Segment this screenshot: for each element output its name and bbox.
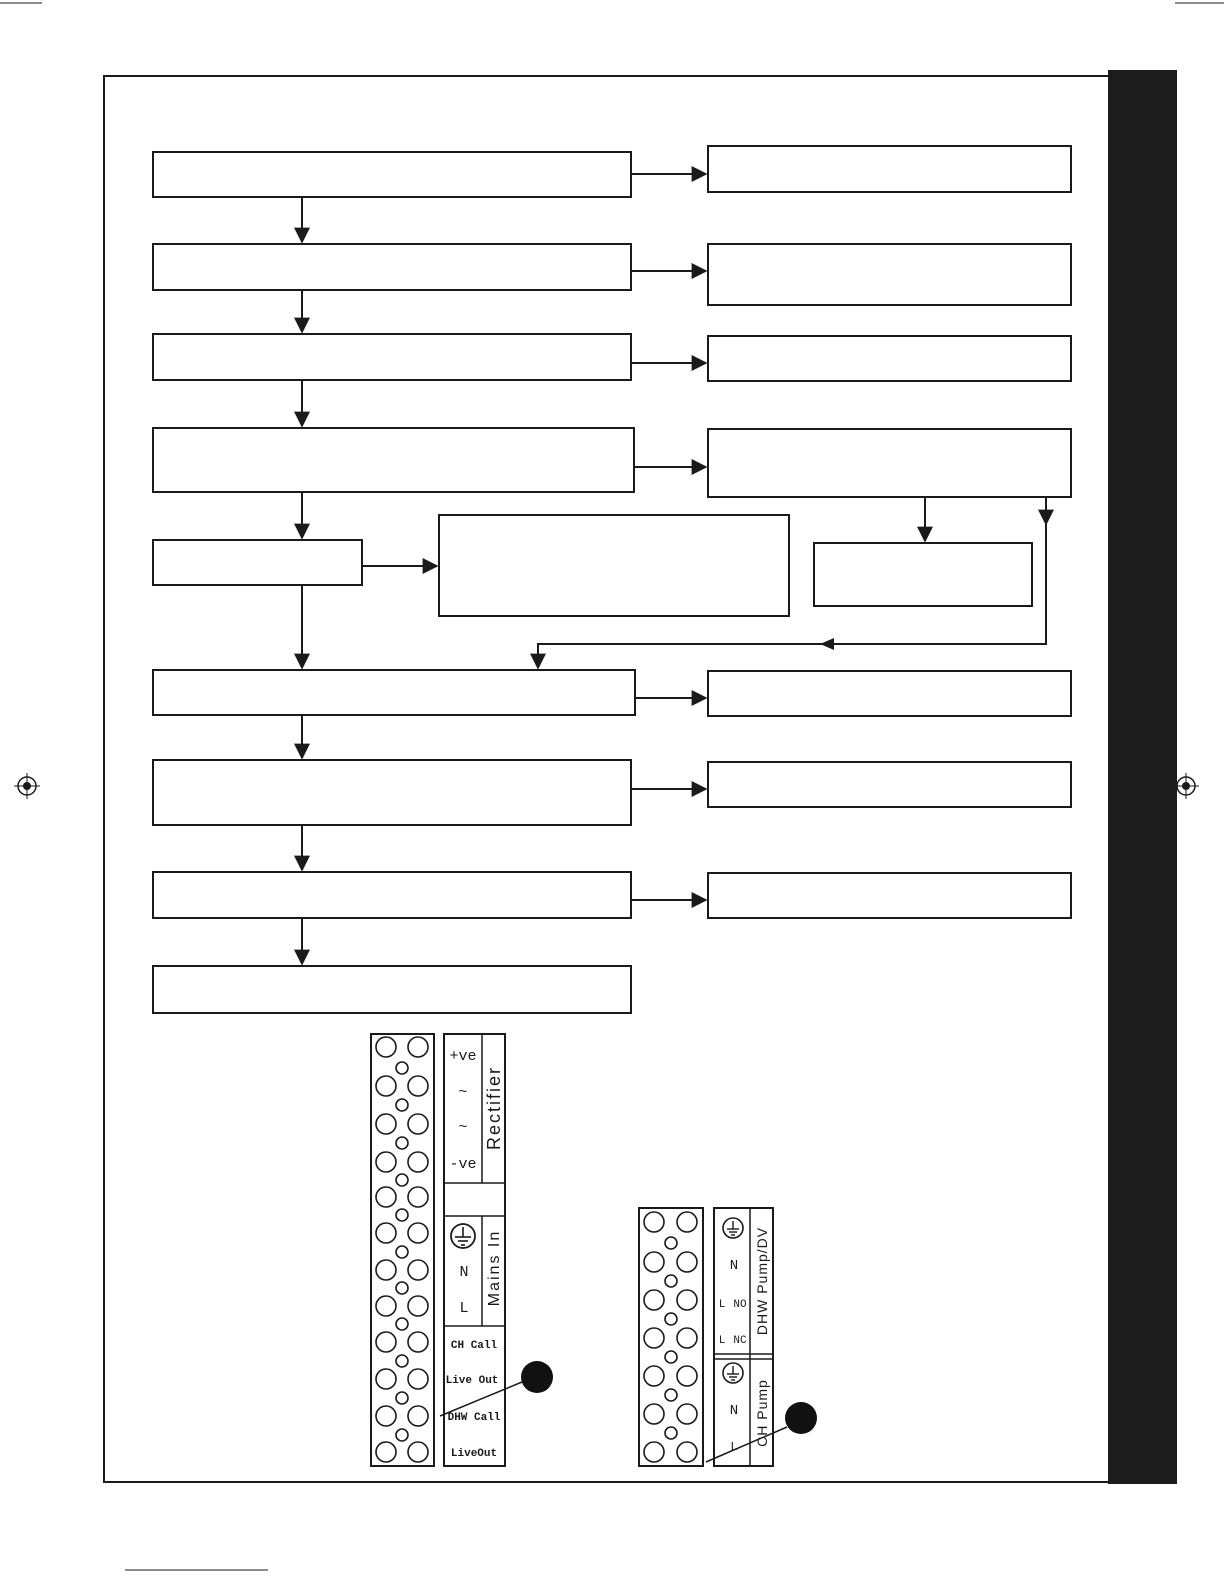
- flow-step-2: [153, 244, 631, 290]
- flow-step-9: [153, 966, 631, 1013]
- flow-result-3: [708, 336, 1071, 381]
- callout-marker-2: [785, 1402, 817, 1434]
- dhw-pump-dv-title: DHW Pump/DV: [754, 1226, 770, 1336]
- callout-marker-1: [521, 1361, 553, 1393]
- terminal-block-2: [639, 1208, 817, 1466]
- rectifier-ac2-label: ~: [458, 1119, 468, 1136]
- live-out-label-2: LiveOut: [450, 1448, 498, 1460]
- flow-result-4-sub: [814, 543, 1032, 606]
- flow-result-2: [708, 244, 1071, 305]
- terminal-block-1: [371, 1034, 553, 1466]
- flow-step-6: [153, 670, 635, 715]
- flow-result-5-middle: [439, 515, 789, 616]
- flow-result-4: [708, 429, 1071, 497]
- dhw-live-no-label: L: [718, 1299, 726, 1311]
- rectifier-plus-label: +ve: [449, 1048, 477, 1065]
- dhw-nc-label: NC: [733, 1335, 747, 1347]
- rectifier-minus-label: -ve: [449, 1156, 477, 1173]
- dhw-live-nc-label: L: [718, 1335, 726, 1347]
- flow-result-6: [708, 671, 1071, 716]
- flow-result-8: [708, 873, 1071, 918]
- ch-pump-title: CH Pump: [754, 1379, 770, 1447]
- flow-step-7: [153, 760, 631, 825]
- dhw-no-label: NO: [733, 1299, 747, 1311]
- flow-step-4: [153, 428, 634, 492]
- dhw-neutral-label: N: [729, 1258, 739, 1274]
- side-tab: [1108, 70, 1177, 1484]
- rectifier-title: Rectifier: [484, 1065, 504, 1151]
- mains-in-title: Mains In: [486, 1229, 503, 1307]
- mains-live-label: L: [459, 1300, 469, 1317]
- ch-live-label: L: [730, 1440, 738, 1454]
- live-out-label-1: Live Out: [445, 1375, 499, 1387]
- registration-mark-left-icon: [14, 773, 40, 799]
- flow-result-7: [708, 762, 1071, 807]
- rectifier-ac1-label: ~: [458, 1084, 468, 1101]
- mains-neutral-label: N: [459, 1264, 469, 1281]
- ch-call-label: CH Call: [450, 1340, 498, 1352]
- flow-result-1: [708, 146, 1071, 192]
- flow-step-3: [153, 334, 631, 380]
- ch-neutral-label: N: [729, 1403, 739, 1419]
- dhw-call-label: DHW Call: [447, 1412, 501, 1424]
- flow-step-8: [153, 872, 631, 918]
- flow-step-1: [153, 152, 631, 197]
- flow-step-5: [153, 540, 362, 585]
